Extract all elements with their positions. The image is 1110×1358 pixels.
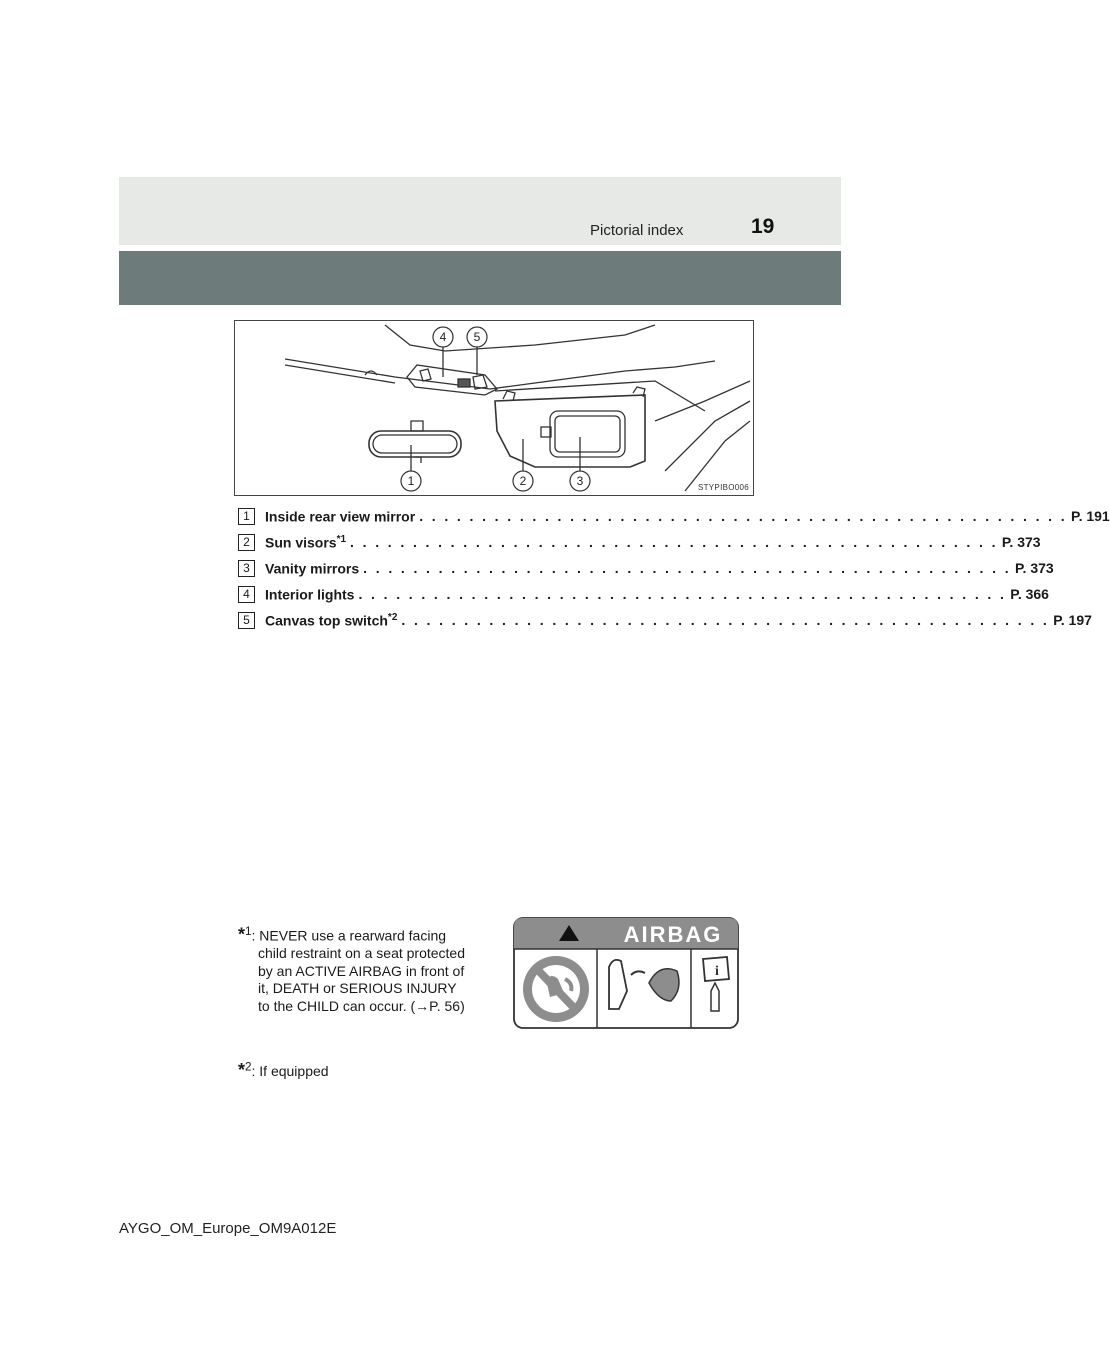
header-dark-band <box>119 251 841 305</box>
interior-illustration <box>234 320 754 496</box>
callout-1: 1 <box>407 474 415 488</box>
page-ref[interactable]: P. 373 <box>1015 560 1054 576</box>
item-number: 2 <box>238 534 255 551</box>
figure-code: STYPIBO006 <box>697 483 749 492</box>
page-ref[interactable]: P. 191 <box>1071 508 1110 524</box>
item-label: Canvas top switch$^{*2}$ <box>265 611 398 629</box>
footnote-2: *$^2$: If equipped <box>238 1060 329 1080</box>
item-label: Interior lights <box>265 586 355 603</box>
item-label: Vanity mirrors <box>265 560 360 577</box>
item-number: 1 <box>238 508 255 525</box>
list-item[interactable] <box>238 555 1054 581</box>
page-ref[interactable]: P. 197 <box>1053 612 1092 628</box>
list-item[interactable] <box>238 607 1092 633</box>
dot-leader: . . . . . . . . . . . . . . . . . . . . . . . . . . . . . . . . . . . . . . . . . . . . . . . . . . . . <box>358 586 1007 602</box>
dot-leader: . . . . . . . . . . . . . . . . . . . . . . . . . . . . . . . . . . . . . . . . . . . . . . . . . . . . <box>419 508 1068 524</box>
callout-4: 4 <box>439 330 447 344</box>
header-band <box>119 177 841 245</box>
footnote-sup: 1 <box>245 925 252 938</box>
dot-leader: . . . . . . . . . . . . . . . . . . . . . . . . . . . . . . . . . . . . . . . . . . . . . . . . . . . . <box>363 560 1011 576</box>
page-ref[interactable]: P. 366 <box>1010 586 1049 602</box>
callout-2: 2 <box>519 474 527 488</box>
page-ref[interactable]: P. 373 <box>1001 534 1041 550</box>
footnote-1: *$^1$: NEVER use a rearward facing child restraint on a seat protected by an ACTIVE AIRBAG in front of it, DEATH or SERIOUS INJURY to the CHILD can occur. (→P. 56) <box>238 924 466 1014</box>
footnote-marker: * <box>238 1060 246 1080</box>
footnote-sup: 2 <box>245 1060 252 1074</box>
item-label: Inside rear view mirror <box>265 508 416 525</box>
airbag-warning-graphic <box>513 917 739 1029</box>
page-number: 19 <box>751 215 775 238</box>
footnote-marker: * <box>238 924 246 945</box>
list-item[interactable] <box>238 503 1110 529</box>
svg-text:i: i <box>715 964 719 979</box>
dot-leader: . . . . . . . . . . . . . . . . . . . . . . . . . . . . . . . . . . . . . . . . . . . . . . . . . . . . <box>350 534 998 550</box>
item-label: Sun visors$^{*1}$ <box>265 533 347 551</box>
callout-3: 3 <box>576 474 584 488</box>
list-item[interactable] <box>238 581 1049 607</box>
item-number: 4 <box>238 586 255 603</box>
callout-5: 5 <box>473 330 481 344</box>
ceiling-drawing <box>235 321 753 495</box>
document-id: AYGO_OM_Europe_OM9A012E <box>119 1220 337 1237</box>
dot-leader: . . . . . . . . . . . . . . . . . . . . . . . . . . . . . . . . . . . . . . . . . . . . . . . . . . . . <box>401 612 1050 628</box>
airbag-warning-label <box>513 917 739 1029</box>
list-item[interactable] <box>238 529 1041 555</box>
item-list <box>238 503 1110 633</box>
airbag-title: AIRBAG <box>623 922 723 947</box>
item-number: 3 <box>238 560 255 577</box>
section-title: Pictorial index <box>590 222 684 239</box>
item-number: 5 <box>238 612 255 629</box>
